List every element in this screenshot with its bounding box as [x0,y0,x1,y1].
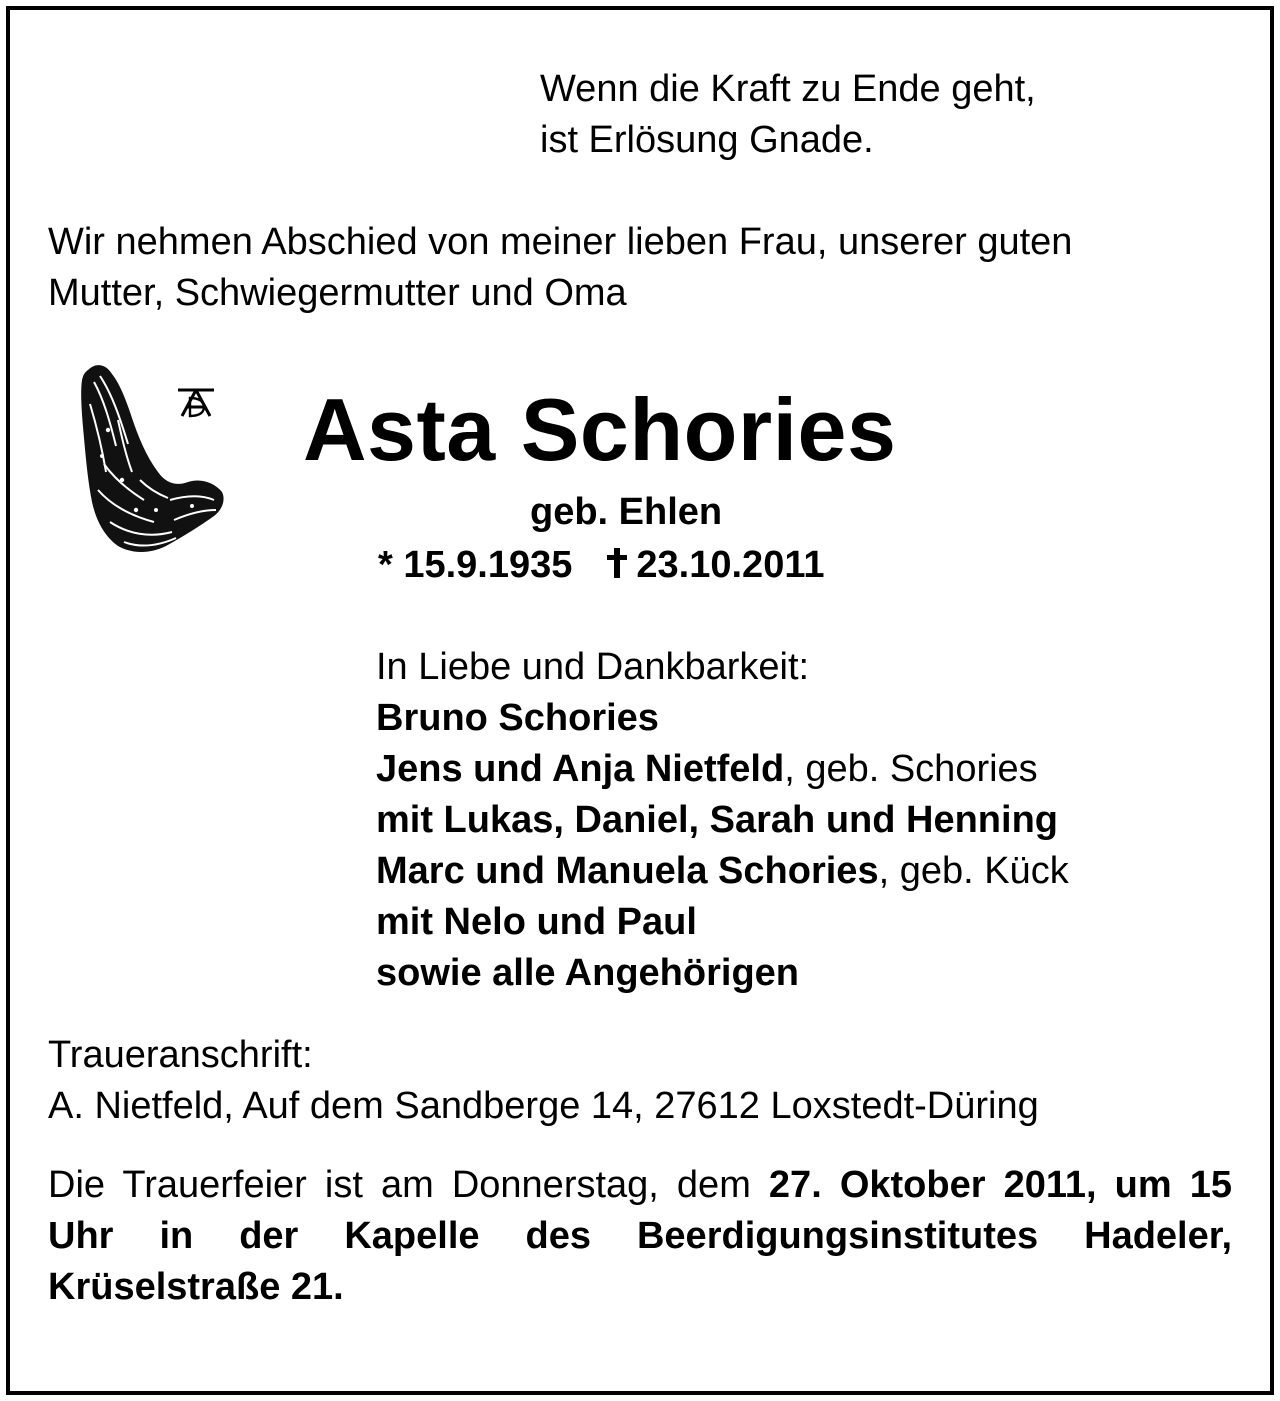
mourner-line-4 [376,852,1069,890]
deceased-name: Asta Schories [303,380,897,479]
mourner-line-5: mit Nelo und Paul [376,901,697,943]
maiden-name: geb. Ehlen [530,491,723,533]
life-dates [378,546,825,584]
mourner-line-1: Bruno Schories [376,697,659,739]
mourner-line-4-suffix: , geb. Kück [878,850,1069,892]
address-label: Traueranschrift: [48,1034,313,1076]
mourner-line-2-suffix: , geb. Schories [784,748,1038,790]
verse-line-1: Wenn die Kraft zu Ende geht, [540,68,1036,110]
mourners-heading: In Liebe und Dankbarkeit: [376,646,810,688]
verse-line-2: ist Erlösung Gnade. [540,119,874,161]
intro-line-1: Wir nehmen Abschied von meiner lieben Frau, unserer guten [48,221,1073,263]
birth-date: * 15.9.1935 [378,544,573,586]
service-text: Die Trauerfeier ist am Donnerstag, dem [48,1164,769,1206]
death-date: 23.10.2011 [636,544,825,586]
service-announcement [48,1160,1232,1313]
mourner-line-2-names: Jens und Anja Nietfeld [376,748,785,790]
cross-icon [606,547,628,579]
albrecht-duerer-monogram-icon [174,384,218,420]
intro-line-2: Mutter, Schwiegermutter und Oma [48,272,627,314]
service-details: 27. Oktober 2011, um 15 Uhr in der Kapelle des Beerdigungsinstitutes Hadeler, Krüselstraße 21. [48,1164,1232,1308]
mourner-line-6: sowie alle Angehörigen [376,952,800,994]
mourner-line-4-names: Marc und Manuela Schories [376,850,879,892]
address-value: A. Nietfeld, Auf dem Sandberge 14, 27612 Loxstedt-Düring [48,1085,1039,1127]
mourner-line-2 [376,750,1038,788]
mourner-line-3: mit Lukas, Daniel, Sarah und Henning [376,799,1058,841]
